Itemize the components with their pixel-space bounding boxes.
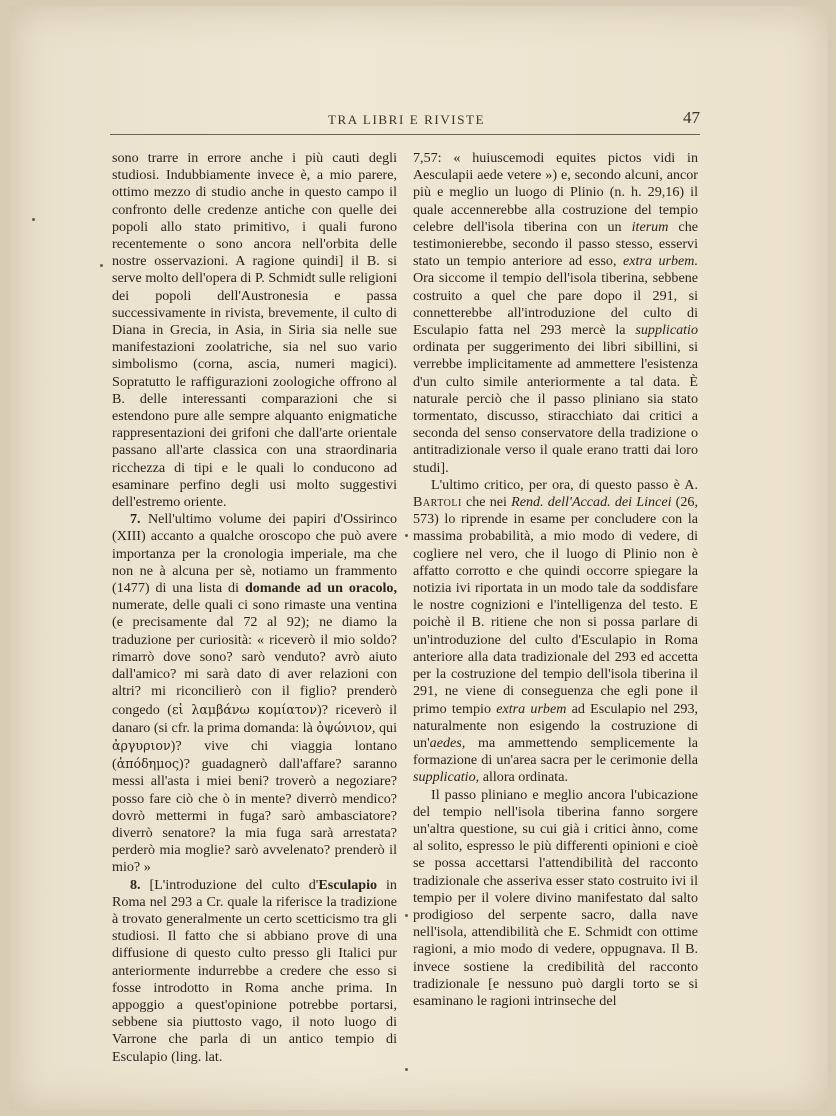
book-page (10, 6, 828, 1110)
text-run: [L'introduzione del culto d' (140, 876, 319, 893)
header-rule (110, 134, 700, 135)
paragraph-7 (112, 511, 397, 876)
text-run: L'ultimo critico, per ora, di questo passo è A. (431, 476, 698, 493)
text-run: 7,57: « huiuscemodi equites pictos vidi in Aesculapii aede vetere ») e, secondo alcuni, ancor più e meglio un luogo di Plinio (n. h. 29,16) il quale accennerebbe alla costruzione del tempio celebre dell'isola tiberina con un (413, 150, 698, 235)
paragraph-8-continued (413, 150, 698, 477)
page-number: 47 (683, 108, 700, 127)
paragraph-6-end: sono trarre in errore anche i più cauti degli studiosi. Indubbiamente invece è, a mio parere, ottimo mezzo di studio anche in questo campo il confronto delle credenze antiche con quelle dei popoli allo stato primitivo, i quali furono recentemente o sono ancora nell'orbita delle nostre osservazioni. A ragione quindi] il B. si serve molto dell'opera di P. Schmidt sulle religioni dei popoli dell'Austronesia e passa successivamente in rivista, brevemente, il culto di Diana in Grecia, in Asia, in Siria sia nelle sue manifestazioni zoolatriche, sia nel suo vario simbolismo (corna, ascia, numeri magici). Sopratutto le raffigurazioni zoologiche offrono al B. delle interessanti comparazioni che si estendono pure alle sempre alquanto enigmatiche rappresentazioni dei grifoni che dall'arte orientale passano all'arte classica con una straordinaria ricchezza di tipi e le quali lo conducono ad esaminare perfino degli usi molto suggestivi dell'estremo oriente. (112, 150, 397, 511)
text-run: numerate, delle quali ci sono rimaste una ventina (e precisamente dal 72 al 92); ne diamo la traduzione per curiosità: « riceverò il mio soldo? rimarrò dove sono? sarò venduto? avrò aiuto dall'amico? mi sarà dato di aver relazioni con altri? mi riconcilierò con il figlio? prenderò congedo ( (112, 597, 397, 718)
text-run: ordinata per suggerimento dei libri sibillini, si verrebbe implicitamente ad ammettere l'esistenza d'un culto simile anteriormente a tal data. È naturale perciò che il passo pliniano sia stato tormentato, discusso, stiracchiato dai critici a seconda del senso conservatore della tradizione o antitradizionale verso il quale erano tratti dai loro studi]. (413, 339, 698, 476)
text-run: (26, 573) lo riprende in esame per concludere con la massima probabilità, a mio modo di vedere, di cogliere nel vero, che il luogo di Plinio non è affatto corrotto e che quindi occorre spiegare la notizia ivi riportata in un modo tale da soddisfare le nostre cognizioni e l'intelligenza del testo. E poichè il B. ritiene che non si possa parlare di un'introduzione del culto d'Esculapio in Roma anteriore alla data tradizionale del 293 ed accetta per la costruzione del tempio dell'isola tiberina il 291, ne viene di conseguenza che egli pone il primo tempio (413, 494, 698, 717)
page-speck (405, 1068, 408, 1071)
text-run: Ora siccome il tempio dell'isola tiberina, sebbene costruito a quel che pare dopo il 291, si connetterebbe all'introduzione del culto di Esculapio fatta nel 293 mercè la (413, 270, 698, 339)
section-number-8: 8. (130, 876, 141, 893)
paragraph-pliniano: Il passo pliniano e meglio ancora l'ubicazione del tempio nell'isola tiberina fanno sorgere un'altra questione, su cui già i critici ànno, come al solito, espresso le più differenti opinioni e cioè se possa accettarsi l'attendibilità del racconto tradizionale che asseriva esser stato costruito ivi il tempio per il volere divino manifestato dal salto prodigioso del serpente sacro, dalla nave nell'isola, attendibilità che E. Schmidt con ottime ragioni, a mio modo di vedere, oppugnava. Il B. invece sostiene la credibilità del racconto tradizionale [e nessuno può dargli torto se si esaminano le ragioni intrinseche del (413, 786, 698, 1009)
page-speck (32, 218, 35, 221)
italic-word: iterum (631, 218, 669, 235)
italic-phrase: extra urbem (496, 700, 567, 717)
bold-word: Esculapio (318, 876, 378, 893)
text-run: , qui (371, 719, 397, 736)
text-run: )? vive chi viaggia lontano ( (112, 737, 397, 773)
text-run: ad Esculapio nel 293, naturalmente non esigendo la costruzione di un' (413, 700, 699, 751)
text-run: che testimonierebbe, secondo il passo stesso, esservi stato un tempio anteriore ad esso, (413, 218, 698, 270)
text-run: ma ammettendo semplicemente la formazione di un'area sacra per le cerimonie della (413, 734, 698, 769)
running-head (110, 108, 700, 136)
right-column (413, 150, 698, 1010)
italic-word: supplicatio, (413, 769, 480, 786)
running-title: TRA LIBRI E RIVISTE (328, 112, 486, 127)
italic-word: aedes, (429, 734, 466, 751)
text-run: )? riceverò il danaro (si cfr. la prima domanda: là (112, 701, 397, 736)
paragraph-bartoli (413, 477, 698, 787)
paragraph-8 (112, 877, 397, 1066)
text-run: in Roma nel 293 a Cr. quale la riferisce la tradizione à trovato generalmente un certo scetticismo tra gli studiosi. Il fatto che si abbiano prove di una diffusione di questo culto presso gli Italici pur anteriormente indurrebbe a credere che esso si fosse introdotto in Roma anche prima. In appoggio a quest'opinione potrebbe portarsi, sebbene sia piuttosto vago, il noto luogo di Varrone che parla di un antico tempio di Esculapio (ling. lat. (112, 876, 397, 1065)
section-number-7: 7. (130, 511, 141, 528)
page-speck (405, 534, 408, 537)
bold-phrase: domande ad un oracolo, (244, 580, 398, 597)
author-name: Bartoli (413, 494, 462, 511)
italic-phrase: extra urbem. (623, 253, 698, 270)
text-run: che nei (461, 494, 512, 511)
greek-word: ἀργυριον (112, 737, 171, 753)
text-run: Nell'ultimo volume dei papiri d'Ossirinco (XIII) accanto a qualche oroscopo che può avere importanza per la cronologia imperiale, ma che non ne à alcuna per sè, notiamo un frammento (1477) di una lista di (112, 511, 397, 597)
left-column (112, 150, 397, 1066)
text-run: allora ordinata. (479, 769, 569, 786)
journal-title: Rend. dell'Accad. dei Lincei (511, 494, 672, 511)
greek-word: ὀψώνιον (316, 719, 372, 735)
page-speck (100, 264, 103, 267)
greek-phrase: εἰ λαμβάνω κομίατον (171, 701, 318, 717)
text-run: )? guadagnerò dall'affare? saranno messi all'asta i miei beni? troverò a negoziare? posso fare ciò che ò in mente? diverrò mendico? dovrò mettermi in fuga? sarò ambasciatore? diverrò senatore? la mia fuga sarà arrestata? perderò mia moglie? sarò avvelenato? prenderò il mio? » (112, 756, 397, 876)
greek-word: ἀπόδημος (116, 756, 180, 772)
page-speck (405, 914, 408, 917)
italic-word: supplicatio (635, 322, 698, 339)
